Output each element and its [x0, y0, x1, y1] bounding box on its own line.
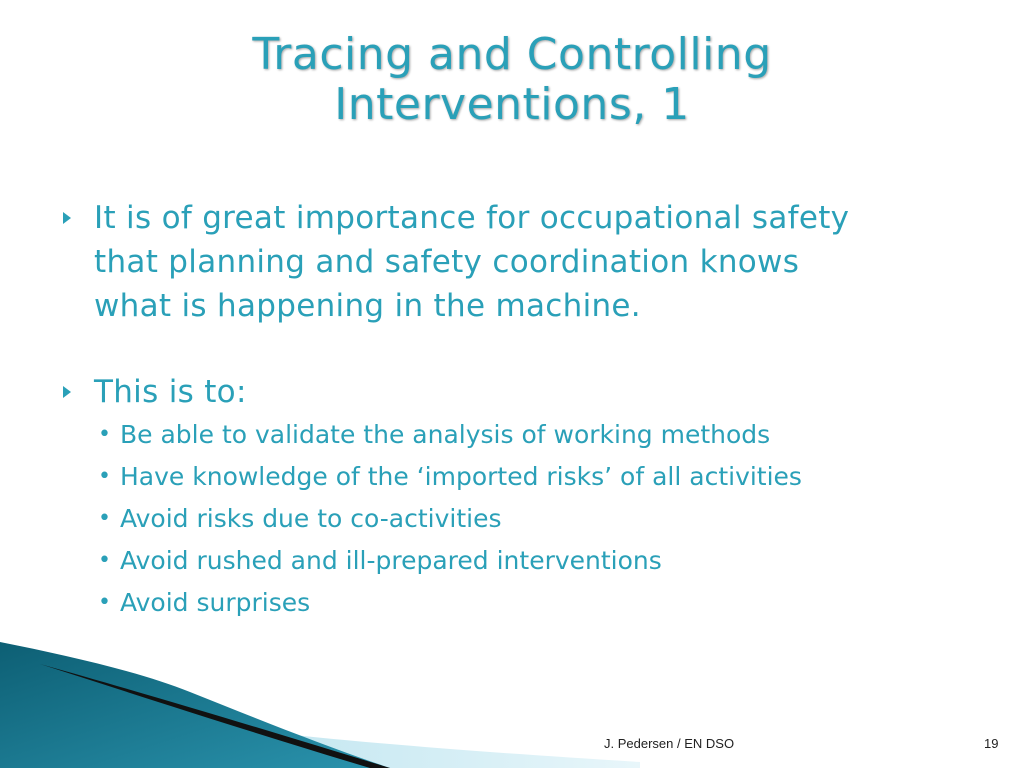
footer-text: J. Pedersen / EN DSO [604, 736, 735, 751]
bullet-dot-icon: • [98, 422, 111, 447]
bullet-dot-icon: • [98, 548, 111, 573]
swoosh-blue-band [0, 642, 390, 768]
bullet-item [58, 196, 978, 328]
bullet-dot-icon: • [98, 464, 111, 489]
triangle-right-icon [63, 386, 71, 398]
sub-bullet-text: Have knowledge of the ‘imported risks’ of all activities [120, 462, 802, 491]
title-line: Tracing and Controlling [252, 29, 772, 80]
bullet-text: that planning and safety coordination knows [94, 244, 800, 280]
bullet-list [58, 196, 978, 624]
sub-bullet-text: Avoid risks due to co-activities [120, 504, 502, 533]
sub-bullet-text: Avoid surprises [120, 588, 311, 617]
bullet-text: It is of great importance for occupational safety [94, 200, 850, 236]
sub-bullet-text: Avoid rushed and ill-prepared interventions [120, 546, 662, 575]
sub-bullet-item [98, 582, 978, 624]
page-number: 19 [984, 736, 999, 751]
bullet-dot-icon: • [98, 506, 111, 531]
bullet-dot-icon: • [98, 590, 111, 615]
bullet-text: This is to: [94, 374, 247, 410]
decorative-swoosh [0, 640, 640, 768]
sub-bullet-item [98, 414, 978, 456]
bullet-item [58, 370, 978, 414]
title-line: Interventions, 1 [334, 79, 690, 130]
slide-title [100, 30, 924, 130]
sub-bullet-list [58, 414, 978, 624]
sub-bullet-text: Be able to validate the analysis of working methods [120, 420, 771, 449]
sub-bullet-item [98, 498, 978, 540]
sub-bullet-item [98, 456, 978, 498]
triangle-right-icon [63, 212, 71, 224]
sub-bullet-item [98, 540, 978, 582]
bullet-text: what is happening in the machine. [94, 288, 641, 324]
